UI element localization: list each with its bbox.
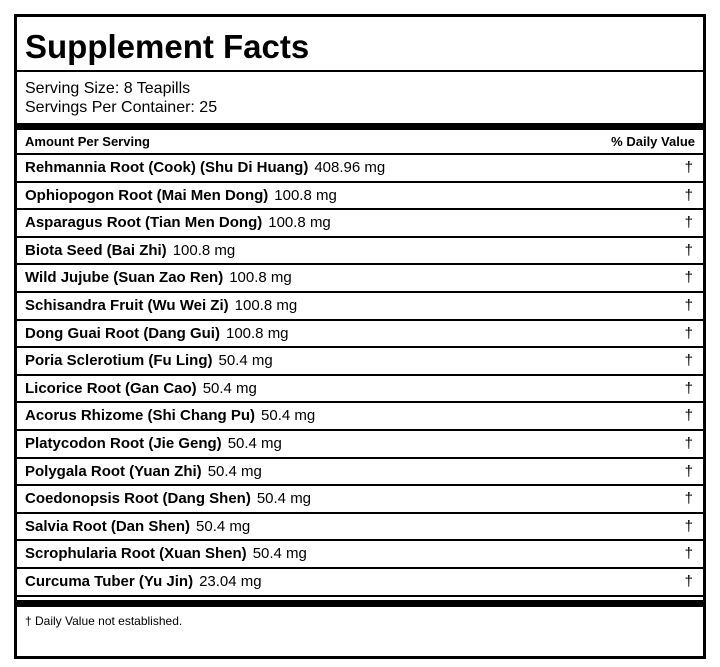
daily-value-dagger: †	[684, 545, 693, 563]
ingredient-amount: 50.4 mg	[261, 407, 316, 425]
ingredient-amount: 100.8 mg	[172, 241, 236, 259]
table-row	[17, 486, 703, 514]
ingredient-amount: 50.4 mg	[202, 379, 257, 397]
daily-value-dagger: †	[684, 462, 693, 480]
ingredient-name	[25, 490, 311, 508]
ingredient-list	[17, 153, 703, 597]
ingredient-name-text: Ophiopogon Root (Mai Men Dong)	[25, 186, 269, 204]
ingredient-name-text: Curcuma Tuber (Yu Jin)	[25, 572, 194, 590]
ingredient-amount: 50.4 mg	[256, 490, 312, 508]
daily-value-dagger: †	[684, 352, 693, 370]
daily-value-dagger: †	[684, 269, 693, 287]
ingredient-amount: 50.4 mg	[207, 462, 262, 480]
table-row	[17, 376, 703, 404]
daily-value-dagger: †	[684, 241, 693, 259]
table-row	[17, 321, 703, 349]
ingredient-amount: 408.96 mg	[314, 159, 386, 176]
ingredient-name	[25, 435, 282, 453]
ingredient-amount: 100.8 mg	[225, 324, 289, 342]
ingredient-name-text: Salvia Root (Dan Shen)	[25, 517, 191, 535]
table-row	[17, 459, 703, 487]
table-row	[17, 348, 703, 376]
ingredient-amount: 50.4 mg	[252, 545, 307, 563]
table-row	[17, 514, 703, 542]
table-row	[17, 210, 703, 238]
ingredient-name-text: Wild Jujube (Suan Zao Ren)	[25, 269, 224, 287]
daily-value-dagger: †	[684, 296, 693, 314]
ingredient-name-text: Polygala Root (Yuan Zhi)	[25, 462, 202, 480]
ingredient-name-text: Licorice Root (Gan Cao)	[25, 379, 197, 397]
daily-value-label: % Daily Value	[611, 134, 695, 149]
ingredient-name	[25, 518, 250, 536]
daily-value-dagger: †	[684, 490, 693, 508]
table-row	[17, 293, 703, 321]
ingredient-name-text: Biota Seed (Bai Zhi)	[25, 241, 167, 259]
ingredient-amount: 50.4 mg	[218, 352, 273, 370]
table-row	[17, 431, 703, 459]
ingredient-name-text: Asparagus Root (Tian Men Dong)	[25, 214, 263, 232]
daily-value-dagger: †	[684, 379, 693, 397]
ingredient-name	[25, 463, 262, 481]
ingredient-name-text: Coedonopsis Root (Dang Shen)	[25, 490, 251, 508]
ingredient-name	[25, 187, 337, 205]
table-row	[17, 153, 703, 183]
ingredient-name	[25, 352, 273, 370]
ingredient-name-text: Acorus Rhizome (Shi Chang Pu)	[25, 407, 256, 425]
table-header	[25, 134, 695, 150]
ingredient-amount: 50.4 mg	[227, 434, 282, 452]
ingredient-amount: 50.4 mg	[196, 517, 251, 535]
ingredient-name	[25, 269, 292, 287]
ingredient-name-text: Poria Sclerotium (Fu Ling)	[25, 352, 213, 370]
panel-title: Supplement Facts	[25, 28, 310, 65]
table-row	[17, 403, 703, 431]
daily-value-dagger: †	[684, 159, 693, 176]
divider	[17, 70, 703, 72]
ingredient-name	[25, 573, 262, 591]
amount-per-serving-label: Amount Per Serving	[25, 134, 150, 149]
ingredient-name	[25, 407, 315, 425]
table-row	[17, 183, 703, 211]
ingredient-name-text: Dong Guai Root (Dang Gui)	[25, 324, 220, 342]
footnote: † Daily Value not established.	[25, 614, 183, 628]
ingredient-name-text: Schisandra Fruit (Wu Wei Zi)	[25, 296, 229, 314]
thick-divider-bottom	[17, 600, 703, 607]
daily-value-dagger: †	[684, 434, 693, 452]
table-row	[17, 569, 703, 597]
ingredient-name	[25, 325, 289, 343]
ingredient-name	[25, 297, 297, 315]
serving-size: Serving Size: 8 Teapills	[25, 80, 191, 97]
ingredient-name	[25, 159, 385, 177]
ingredient-amount: 100.8 mg	[234, 296, 298, 314]
daily-value-dagger: †	[684, 214, 693, 232]
ingredient-name	[25, 242, 235, 260]
table-row	[17, 265, 703, 293]
ingredient-amount: 100.8 mg	[274, 186, 337, 204]
table-row	[17, 238, 703, 266]
ingredient-amount: 100.8 mg	[268, 214, 331, 232]
daily-value-dagger: †	[684, 324, 693, 342]
ingredient-amount: 100.8 mg	[229, 269, 292, 287]
daily-value-dagger: †	[684, 186, 693, 204]
table-row	[17, 541, 703, 569]
supplement-facts-panel	[14, 14, 706, 659]
daily-value-dagger: †	[684, 517, 693, 535]
servings-per-container: Servings Per Container: 25	[25, 99, 218, 116]
daily-value-dagger: †	[684, 572, 693, 590]
ingredient-name	[25, 214, 331, 232]
thick-divider	[17, 123, 703, 130]
ingredient-name-text: Scrophularia Root (Xuan Shen)	[25, 545, 247, 563]
ingredient-name-text: Platycodon Root (Jie Geng)	[25, 434, 222, 452]
ingredient-name	[25, 380, 257, 398]
ingredient-name	[25, 545, 307, 563]
ingredient-amount: 23.04 mg	[199, 572, 262, 590]
ingredient-name-text: Rehmannia Root (Cook) (Shu Di Huang)	[25, 159, 309, 176]
daily-value-dagger: †	[684, 407, 693, 425]
